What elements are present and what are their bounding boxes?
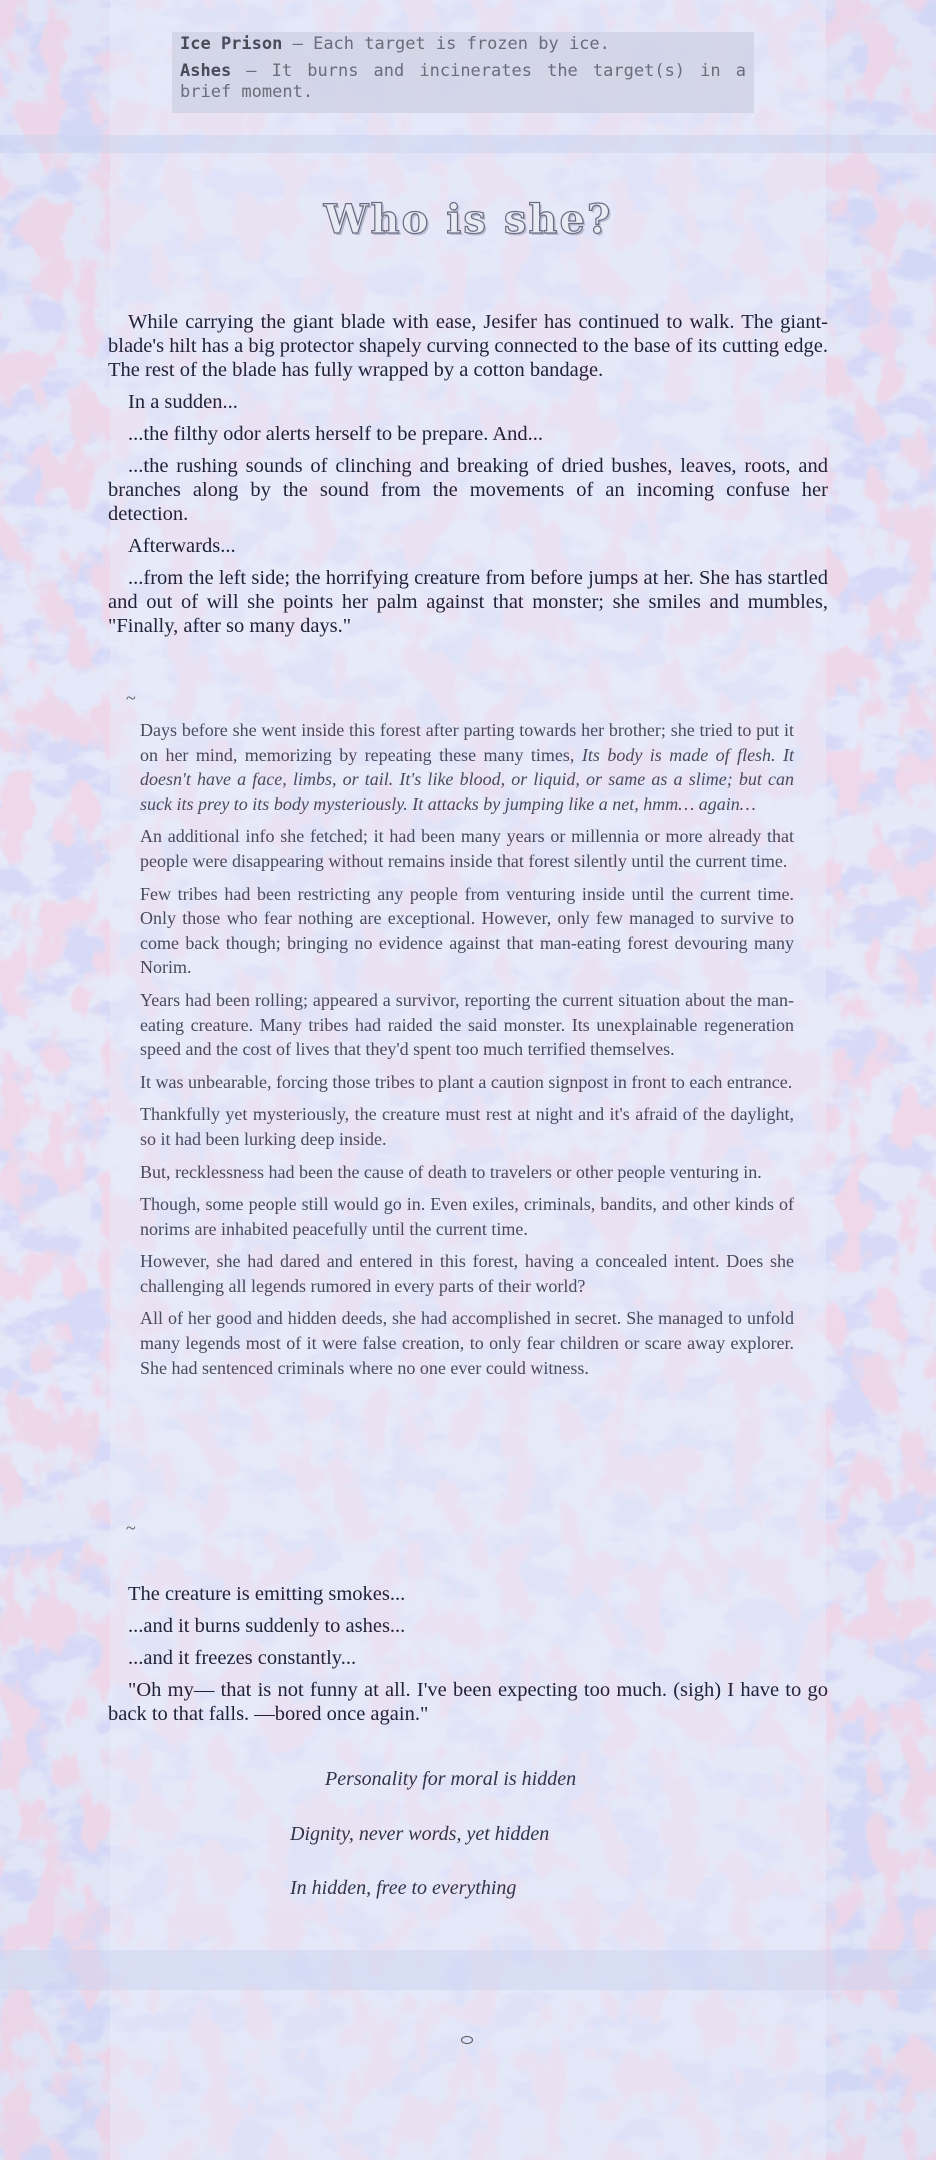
- flashback-paragraph: Though, some people still would go in. Even exiles, criminals, bandits, and other kinds of norims are inhabited peacefully until the current time.: [140, 1194, 794, 1239]
- story-paragraph: ...the filthy odor alerts herself to be prepare. And...: [128, 423, 543, 445]
- story-paragraph: The creature is emitting smokes...: [128, 1583, 406, 1605]
- story-paragraph: Afterwards...: [128, 535, 236, 557]
- flashback-paragraph: It was unbearable, forcing those tribes to plant a caution signpost in front to each entrance.: [140, 1071, 793, 1092]
- poem-line: Dignity, never words, yet hidden: [290, 1823, 550, 1845]
- skill-name: Ashes: [180, 61, 232, 81]
- story-paragraph: ...and it freezes constantly...: [128, 1647, 357, 1669]
- flashback-paragraph: Years had been rolling; appeared a survivor, reporting the current situation about the man-eating creature. Many tribes had raided the said monster. Its unexplainable regeneration speed and the cost of lives that they'd spent too much terrified themselves.: [140, 989, 794, 1060]
- skill-separator: —: [282, 34, 314, 54]
- story-bottom: [108, 1582, 828, 1734]
- story-paragraph: ...the rushing sounds of clinching and breaking of dried bushes, leaves, roots, and branches along by the sound from the movements of an incoming confuse her detection.: [108, 455, 828, 525]
- end-ornament-icon: [461, 2036, 473, 2044]
- poem-line: In hidden, free to everything: [290, 1877, 517, 1899]
- story-paragraph: ...and it burns suddenly to ashes...: [128, 1615, 406, 1637]
- flashback-italic: Its body is made of flesh. It doesn't have a face, limbs, or tail. It's like blood, or liquid, or same as a slime; but can suck its prey to its body mysteriously. It attacks by jumping like a net, hmm… again…: [140, 744, 794, 814]
- flashback-text: Days before she went inside this forest after parting towards her brother; she tried to put it on her mind, memorizing by repeating these many times,: [140, 720, 794, 765]
- chapter-title: Who is she?: [323, 196, 613, 243]
- skill-separator: —: [231, 61, 272, 81]
- skill-desc: Each target is frozen by ice.: [313, 34, 610, 54]
- flashback-section: [140, 718, 794, 1388]
- flashback-close-marker: ~: [126, 1518, 136, 1538]
- story-paragraph: While carrying the giant blade with ease, Jesifer has continued to walk. The giant-blade's hilt has a big protector shapely curving connected to the base of its cutting edge. The rest of the blade has fully wrapped by a cotton bandage.: [108, 311, 828, 381]
- skill-desc: It burns and incinerates the target(s) in a brief moment.: [180, 61, 746, 102]
- story-top: [108, 310, 828, 646]
- flashback-paragraph: Few tribes had been restricting any people from venturing inside until the current time. Only those who fear nothing are exceptional. However, only few managed to survive to come back though; bringing no evidence against that man-eating forest devouring many Norim.: [140, 883, 794, 978]
- poem-line: Personality for moral is hidden: [325, 1768, 577, 1790]
- skill-name: Ice Prison: [180, 34, 283, 54]
- story-paragraph: ...from the left side; the horrifying creature from before jumps at her. She has startled and out of will she points her palm against that monster; she smiles and mumbles, "Finally, after so many days.": [108, 567, 828, 637]
- flashback-paragraph: All of her good and hidden deeds, she had accomplished in secret. She managed to unfold many legends most of it were false creation, to only fear children or scare away explorer. She had sentenced criminals where no one ever could witness.: [140, 1308, 794, 1378]
- skill-ashes: [180, 61, 746, 103]
- flashback-paragraph: [140, 718, 794, 816]
- story-paragraph: "Oh my— that is not funny at all. I've been expecting too much. (sigh) I have to go back to that falls. —bored once again.": [108, 1679, 828, 1725]
- flashback-paragraph: However, she had dared and entered in this forest, having a concealed intent. Does she challenging all legends rumored in every parts of their world?: [140, 1251, 794, 1296]
- flashback-paragraph: But, recklessness had been the cause of death to travelers or other people venturing in.: [140, 1161, 762, 1182]
- flashback-open-marker: ~: [126, 688, 136, 708]
- flashback-paragraph: Thankfully yet mysteriously, the creature must rest at night and it's afraid of the daylight, so it had been lurking deep inside.: [140, 1104, 794, 1149]
- flashback-paragraph: An additional info she fetched; it had been many years or millennia or more already that people were disappearing without remains inside that forest silently until the current time.: [140, 826, 794, 871]
- story-paragraph: In a sudden...: [128, 391, 238, 413]
- skills-box: [172, 32, 754, 113]
- skill-ice-prison: [180, 34, 746, 55]
